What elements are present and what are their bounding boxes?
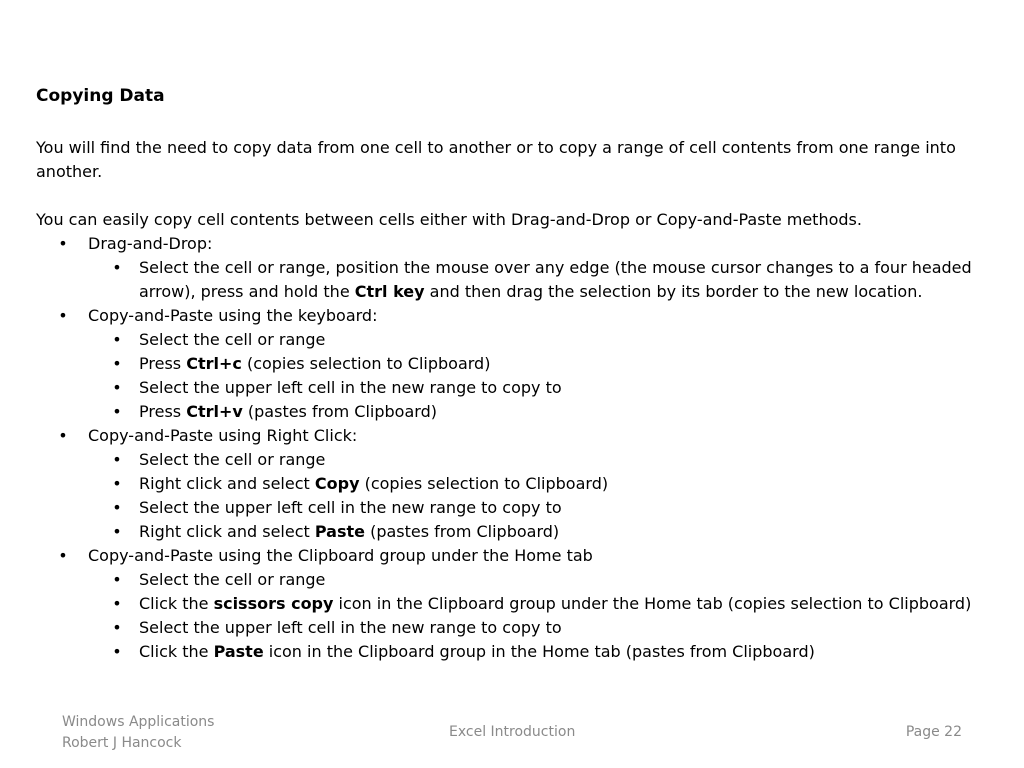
slide-title: Copying Data [36,86,165,106]
step-item [88,256,996,304]
step-text-suffix: (copies selection to Clipboard) [359,474,609,493]
step-text-suffix: icon in the Clipboard group under the Home tab (copies selection to Clipboard) [333,594,972,613]
step-item [88,376,996,400]
step-item [88,472,996,496]
step-item [88,448,996,472]
bullet-icon: • [112,354,122,373]
step-text-suffix: (pastes from Clipboard) [242,402,437,421]
step-item [88,568,996,592]
bullet-icon: • [112,330,122,349]
bullet-icon: • [58,426,68,445]
step-text: Right click and select [139,522,315,541]
slide-body [36,84,996,664]
intro-paragraph: You will find the need to copy data from one cell to another or to copy a range of cell contents from one range into another. [36,138,956,181]
step-list [88,328,996,424]
step-text-suffix: (pastes from Clipboard) [365,522,560,541]
method-item [36,232,996,304]
bullet-icon: • [112,474,122,493]
method-label: Copy-and-Paste using the Clipboard group under the Home tab [88,546,593,565]
method-item [36,304,996,424]
lead-paragraph: You can easily copy cell contents between cells either with Drag-and-Drop or Copy-and-Paste methods. [36,210,862,229]
step-item [88,400,996,424]
step-key-term: Copy [314,474,360,493]
step-item [88,592,996,616]
method-item [36,544,996,664]
step-text: Click the [139,594,214,613]
step-list [88,568,996,664]
footer-page-number: Page 22 [905,724,962,740]
bullet-icon: • [112,450,122,469]
step-text-suffix: and then drag the selection by its border to the new location. [424,282,923,301]
method-item [36,424,996,544]
step-item [88,520,996,544]
step-item [88,496,996,520]
step-text: Click the [139,642,214,661]
footer-left [62,712,214,754]
step-text: Select the cell or range [139,330,326,349]
step-item [88,640,996,664]
bullet-icon: • [112,594,122,613]
step-key-term: Ctrl key [354,282,425,301]
step-text: Press [139,402,187,421]
bullet-icon: • [58,546,68,565]
step-item [88,328,996,352]
step-key-term: Paste [314,522,365,541]
footer-author: Robert J Hancock [62,735,182,751]
method-label: Copy-and-Paste using the keyboard: [88,306,378,325]
bullet-icon: • [112,258,122,277]
method-label: Copy-and-Paste using Right Click: [88,426,358,445]
step-list [88,448,996,544]
method-list [36,232,996,664]
bullet-icon: • [112,522,122,541]
step-list [88,256,996,304]
footer-center: Excel Introduction [449,724,576,740]
step-text: Select the upper left cell in the new range to copy to [139,618,562,637]
step-key-term: Paste [213,642,264,661]
step-text: Press [139,354,187,373]
bullet-icon: • [112,642,122,661]
bullet-icon: • [112,498,122,517]
step-item [88,352,996,376]
step-text-suffix: icon in the Clipboard group in the Home tab (pastes from Clipboard) [263,642,815,661]
bullet-icon: • [58,234,68,253]
step-text: Select the upper left cell in the new range to copy to [139,498,562,517]
step-text: Select the upper left cell in the new range to copy to [139,378,562,397]
step-key-term: Ctrl+c [186,354,242,373]
step-key-term: scissors copy [213,594,334,613]
bullet-icon: • [112,618,122,637]
step-text: Right click and select [139,474,315,493]
step-item [88,616,996,640]
bullet-icon: • [58,306,68,325]
footer-course: Windows Applications [62,714,215,730]
bullet-icon: • [112,570,122,589]
step-text: Select the cell or range [139,450,326,469]
step-text: Select the cell or range, position the mouse over any edge (the mouse cursor changes to a four headed arrow), press and hold the [139,258,972,301]
bullet-icon: • [112,402,122,421]
method-label: Drag-and-Drop: [88,234,213,253]
step-text-suffix: (copies selection to Clipboard) [241,354,491,373]
step-text: Select the cell or range [139,570,326,589]
bullet-icon: • [112,378,122,397]
step-key-term: Ctrl+v [186,402,243,421]
